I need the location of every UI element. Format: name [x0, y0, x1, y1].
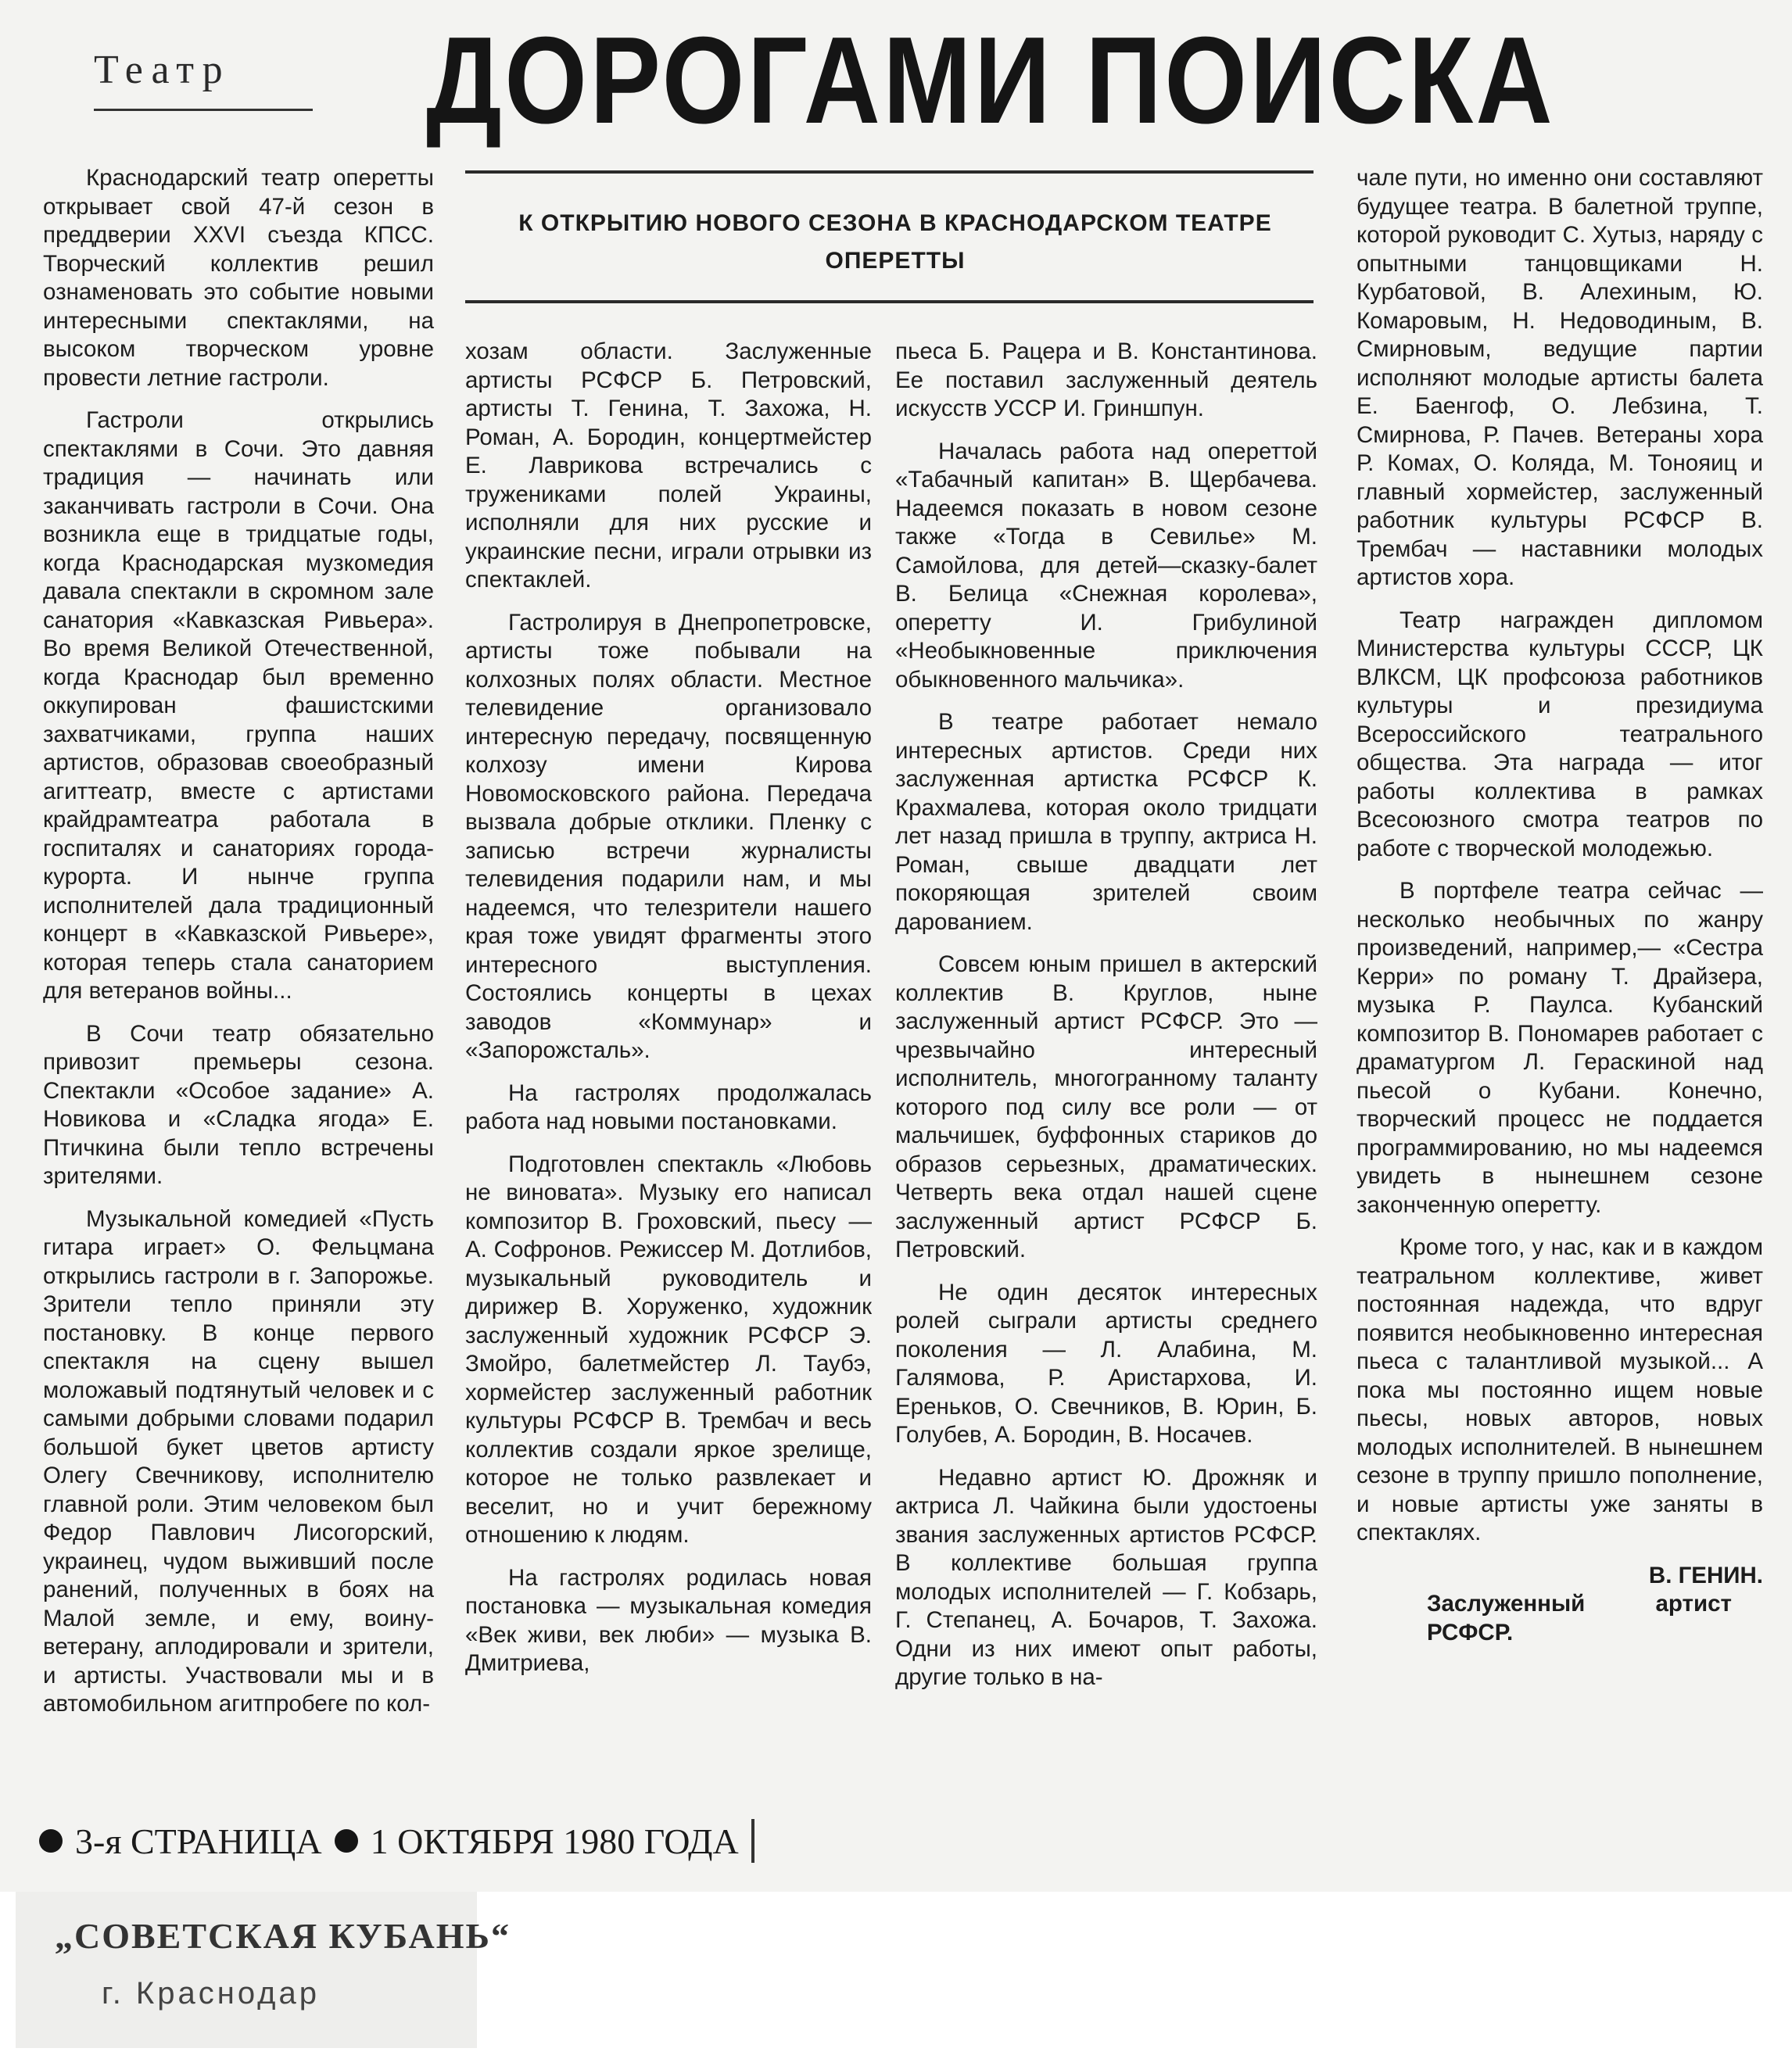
paragraph: пьеса Б. Рацера и В. Константинова. Ее поставил заслуженный деятель искусств УССР И. Гриншпун.: [895, 338, 1317, 421]
bullet-icon: [39, 1829, 63, 1853]
bullet-icon: [335, 1829, 358, 1853]
author-name: В. ГЕНИН.: [1648, 1562, 1763, 1588]
paragraph: чале пути, но именно они составляют будущее театра. В балетной труппе, которой руководит С. Хутыз, наряду с опытными танцовщиками Н. Курбатовой, В. Алехиным, Ю. Комаровым, Н. Недоводиным, В. Смирновым, ведущие партии исполняют молодые артисты балета Е. Баенгоф, О. Лебзина, Т. Смирнова, Р. Пачев. Ветераны хора Р. Комах, О. Коляда, М. Тонояиц и главный хормейстер, заслуженный работник культуры РСФСР В. Трембач — наставники молодых артистов хора.: [1357, 165, 1763, 590]
subtitle: К ОТКРЫТИЮ НОВОГО СЕЗОНА В КРАСНОДАРСКОМ ТЕАТРЕ ОПЕРЕТТЫ: [518, 210, 1272, 274]
paragraph: На гастролях родилась новая постановка — музыкальная комедия «Век живи, век люби» — музыка В. Дмитриева,: [465, 1564, 872, 1676]
author-title: Заслуженный артист РСФСР.: [1427, 1591, 1732, 1645]
paragraph: Началась работа над опереттой «Табачный капитан» В. Щербачева. Надеемся показать в новом сезоне также «Тогда в Севилье» М. Самойлова, для детей—сказку-балет В. Белица «Снежная королева», оперетту И. Грибулиной «Необыкновенные приключения обыкновенного мальчика».: [895, 438, 1317, 693]
paragraph: Совсем юным пришел в актерский коллектив В. Круглов, ныне заслуженный артист РСФСР. Это — чрезвычайно интересный исполнитель, многогранному таланту которого под силу все роли — от мальчишек, буффонных стариков до образов серьезных, драматических. Четверть века отдал нашей сцене заслуженный артист РСФСР Б. Петровский.: [895, 951, 1317, 1262]
column-4: [1357, 164, 1763, 1647]
paragraph: Недавно артист Ю. Дрожняк и актриса Л. Чайкина были удостоены звания заслуженных артистов РСФСР. В коллективе большая группа молодых исполнителей — Г. Кобзарь, Г. Степанец, А. Бочаров, Т. Захожа. Одни из них имеют опыт работы, другие только в на-: [895, 1464, 1317, 1690]
subtitle-rule-bottom: [465, 300, 1314, 303]
footer-divider: [751, 1819, 754, 1863]
paragraph: В театре работает немало интересных артистов. Среди них заслуженная артистка РСФСР К. Крахмалева, которая около тридцати лет назад пришла в труппу, актриса Н. Роман, свыше двадцати лет покоряющая зрителей своим дарованием.: [895, 709, 1317, 935]
newspaper-stamp: „СОВЕТСКАЯ КУБАНЬ“: [55, 1916, 511, 1956]
headline: ДОРОГАМИ ПОИСКА: [426, 12, 1556, 149]
column-3: [895, 338, 1317, 1706]
stamp-city: г. Краснодар: [102, 1976, 321, 2011]
paragraph: Театр награжден дипломом Министерства культуры СССР, ЦК ВЛКСМ, ЦК профсоюза работников культуры и президиума Всероссийского театрального общества. Эта награда — итог работы коллектива в рамках Всесоюзного смотра театров по работе с творческой молодежью.: [1357, 607, 1763, 861]
paragraph: Подготовлен спектакль «Любовь не виновата». Музыку его написал композитор В. Гроховский, пьесу — А. Софронов. Режиссер М. Дотлибов, музыкальный руководитель и дирижер В. Хоруженко, художник заслуженный художник РСФСР Э. Змойро, балетмейстер Л. Таубэ, хормейстер заслуженный работник культуры РСФСР В. Трембач и весь коллектив создали яркое зрелище, которое не только развлекает и веселит, но и учит бережному отношению к людям.: [465, 1151, 872, 1548]
paragraph: В Сочи театр обязательно привозит премьеры сезона. Спектакли «Особое задание» А. Новикова и «Сладка ягода» Е. Птичкина были тепло встречены зрителями.: [43, 1020, 434, 1189]
issue-date: 1 ОКТЯБРЯ 1980 ГОДА: [370, 1821, 739, 1861]
column-1: [43, 164, 434, 1733]
paragraph: Гастролируя в Днепропетровске, артисты тоже побывали на колхозных полях области. Местное телевидение организовало интересную передачу, посвященную колхозу имени Кирова Новомосковского района. Передача вызвала добрые отклики. Пленку с записью встречи журналисты телевидения подарили нам, и мы надеемся, что телезрители нашего края тоже увидят фрагменты этого интересного выступления. Состоялись концерты в цехах заводов «Коммунар» и «Запорожсталь».: [465, 609, 872, 1063]
paragraph: Гастроли открылись спектаклями в Сочи. Это давняя традиция — начинать или заканчивать гастроли в Сочи. Она возникла еще в тридцатые годы, когда Краснодарская музкомедия давала спектакли в скромном зале санатория «Кавказская Ривьера». Во время Великой Отечественной, когда Краснодар был временно оккупирован фашистскими захватчиками, группа наших артистов, образовав своеобразный агиттеатр, вместе с артистами крайдрамтеатра работала в госпиталях и санаториях города-курорта. И нынче группа исполнителей дала традиционный концерт в «Кавказской Ривьере», которая теперь стала санаторием для ветеранов войны...: [43, 407, 434, 1004]
column-2: [465, 338, 872, 1692]
paragraph: В портфеле театра сейчас — несколько необычных по жанру произведений, например,— «Сестра Керри» по роману Т. Драйзера, музыка Р. Паулса. Кубанский композитор В. Пономарев работает с драматургом Л. Гераскиной над пьесой о Кубани. Конечно, творческий процесс не поддается программированию, но мы надеемся увидеть в нынешнем сезоне законченную оперетту.: [1357, 878, 1763, 1218]
paragraph: Краснодарский театр оперетты открывает свой 47-й сезон в преддверии XXVI съезда КПСС. Творческий коллектив решил ознаменовать это событие новыми интересными спектаклями, на высоком творческом уровне провести летние гастроли.: [43, 165, 434, 391]
page-footer: [39, 1814, 852, 1868]
subtitle-rule-top: [465, 170, 1314, 174]
rubric: Театр: [94, 47, 313, 111]
page-number: 3-я СТРАНИЦА: [75, 1821, 322, 1861]
paragraph: хозам области. Заслуженные артисты РСФСР Б. Петровский, артисты Т. Генина, Т. Захожа, Н. Роман, А. Бородин, концертмейстер Е. Лаврикова встречались с тружениками полей Украины, исполняли для них русские и украинские песни, играли отрывки из спектаклей.: [465, 338, 872, 593]
paragraph: Не один десяток интересных ролей сыграли артисты среднего поколения — Л. Алабина, М. Галямова, Р. Аристархова, И. Ереньков, О. Свечников, В. Юрин, Б. Голубев, А. Бородин, В. Носачев.: [895, 1279, 1317, 1448]
paragraph: Музыкальной комедией «Пусть гитара играет» О. Фельцмана открылись гастроли в г. Запорожье. Зрители тепло приняли эту постановку. В конце первого спектакля на сцену вышел моложавый подтянутый человек и с самыми добрыми словами подарил большой букет цветов артисту Олегу Свечникову, исполнителю главной роли. Этим человеком был Федор Павлович Лисогорский, украинец, чудом выживший после ранений, полученных в боях на Малой земле, и ему, воину-ветерану, аплодировали и зрители, и артисты. Участвовали мы и в автомобильном агитпробеге по кол-: [43, 1205, 434, 1717]
paragraph: Кроме того, у нас, как и в каждом театральном коллективе, живет постоянная надежда, что вдруг появится необыкновенно интересная пьеса с талантливой музыкой... А пока мы постоянно ищем новые пьесы, новых авторов, новых молодых исполнителей. В нынешнем сезоне в труппу пришло пополнение, и новые артисты уже заняты в спектаклях.: [1357, 1234, 1763, 1545]
paragraph: На гастролях продолжалась работа над новыми постановками.: [465, 1080, 872, 1134]
signature: [1357, 1562, 1763, 1648]
